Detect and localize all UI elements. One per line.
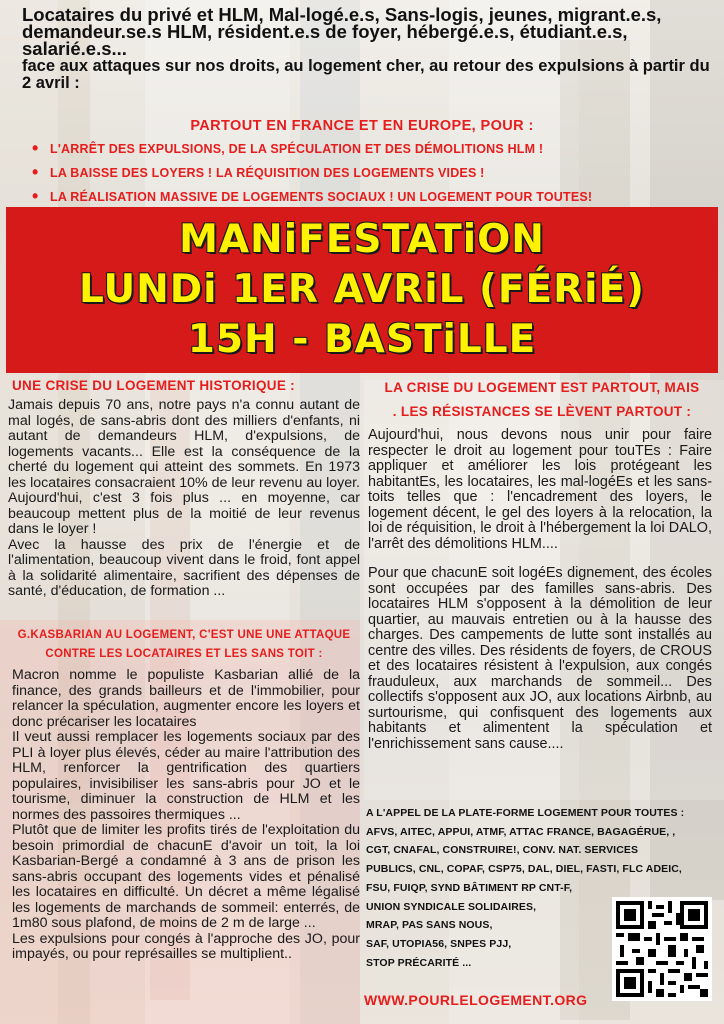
intro-block [22,6,712,92]
callout-line: CGT, CNAFAL, CONSTRUIRE!, CONV. NAT. SERVICES [366,844,639,857]
banner-date: LUNDi 1ER AVRiL (FÉRiÉ) [79,267,645,312]
callout-line: PUBLICS, CNL, COPAF, CSP75, DAL, DIEL, FASTI, FLC ADEIC, [366,863,682,876]
left-text-block-2 [12,668,360,963]
paragraph: Aujourd'hui, nous devons nous unir pour faire respecter le droit au logement pour touTEs : Faire appliquer et améliorer les lois protégeant les habitantEs, les locataires, les mal-logéEs et les sans-toits telles que : l'encadrement des loyers, le logement décent, le gel des loyers à la relocation, la loi de réquisition, le droit à l'hébergement la loi DALO, l'arrêt des démolitions HLM.... [368,427,712,552]
event-banner [6,207,718,373]
demand-item: • LA RÉALISATION MASSIVE DE LOGEMENTS SOCIAUX ! UN LOGEMENT POUR TOUTES! [30,188,690,212]
paragraph: Plutôt que de limiter les profits tirés de l'exploitation du besoin primordial de chacunE d'avoir un toit, la loi Kasbarian-Bergé a condamné à 3 ans de prison les sans-abris occupant des logements vides et pénalisé les locataires en difficulté. Un décret a même légalisé les logements de marchands de sommeil: enterrés, de 1m80 sous plafond, de moins de 2 m de large ... [12,822,360,931]
callout-line: MRAP, PAS SANS NOUS, [366,919,493,932]
right-text-block [368,428,712,752]
demands-list [30,140,690,212]
left-heading-crisis: UNE CRISE DU LOGEMENT HISTORIQUE : [12,378,295,393]
left-text-block-1 [8,398,360,600]
website-link[interactable]: WWW.POURLELOGEMENT.ORG [364,992,588,1008]
callout-line: A L'APPEL DE LA PLATE-FORME LOGEMENT POUR TOUTES : [366,807,685,819]
callout-line: AFVS, AITEC, APPUI, ATMF, ATTAC FRANCE, BAGAGÉRUE, , [366,825,676,838]
paragraph: Avec la hausse des prix de l'énergie et de l'alimentation, beaucoup vivent dans le froid, font appel à la solidarité alimentaire, sacrifient des dépenses de santé, d'éducation, de formation ... [8,536,360,599]
heading-line: CONTRE LES LOCATAIRES ET LES SANS TOIT : [45,648,323,660]
callout-line: UNION SYNDICALE SOLIDAIRES, [366,900,537,913]
paragraph: Macron nomme le populiste Kasbarian allié de la finance, des grands bailleurs et de l'immobilier, pour relancer la spéculation, augmenter encore les loyers et donc précariser les locataires [12,667,360,730]
heading-line: LA CRISE DU LOGEMENT EST PARTOUT, MAIS [384,380,700,395]
intro-line-1: Locataires du privé et HLM, Mal-logé.e.s, Sans-logis, jeunes, migrant.e.s, demandeur.se.s HLM, résident.e.s de foyer, hébergé.e.s, étudiant.e.s, salarié.e.s... [22,4,662,59]
paragraph: Jamais depuis 70 ans, notre pays n'a connu autant de mal logés, de sans-abris dont des milliers d'enfants, ni autant de demandeurs HLM, d'expulsions, de logements vacants... Elle est la conséquence de la cherté du logement qui atteint des sommets. En 1973 les locataires consacraient 10% de leur revenu au loyer. Aujourd'hui, c'est 3 fois plus ... en moyenne, car beaucoup mettent plus de la moitié de leur revenus dans le loyer ! [8,397,360,537]
callout-line: SAF, UTOPIA56, SNPES PJJ, [366,937,512,950]
paragraph: Il veut aussi remplacer les logements sociaux par des PLI à loyer plus élevés, céder au maire l'attribution des HLM, renforcer la gentrification des quartiers populaires, invisibiliser les sans-abris pour JO et le tourisme, diminuer la construction de HLM et les normes des passoires thermiques ... [12,729,360,823]
heading-line: G.KASBARIAN AU LOGEMENT, C'EST UNE UNE ATTAQUE [17,629,351,641]
demand-item: • LA BAISSE DES LOYERS ! LA RÉQUISITION DES LOGEMENTS VIDES ! [30,164,690,188]
banner-title: MANiFESTATiON [179,217,545,262]
heading-line: . LES RÉSISTANCES SE LÈVENT PARTOUT : [392,404,692,419]
qr-code-icon[interactable] [612,897,712,1001]
paragraph: Pour que chacunE soit logéEs dignement, des écoles sont occupées par des familles sans-abris. Des locataires HLM s'opposent à la démolition de leur quartier, au mauvais entretien ou à la hausse des charges. Des campements de lutte sont installés au centre des villes. Des résidents de foyers, de CROUS et des locataires résistent à l'expulsion, aux congés frauduleux, aux marchands de sommeil... Des collectifs s'opposent aux JO, aux locations Airbnb, au surtourisme, qui confisquent des logements aux habitants et alimentent la spéculation et l'enrichissement sans cause.... [368,565,712,752]
partout-title: PARTOUT EN FRANCE ET EN EUROPE, POUR : [190,118,534,134]
right-heading-resistance [366,376,718,424]
demand-item: • L'ARRÊT DES EXPULSIONS, DE LA SPÉCULATION ET DES DÉMOLITIONS HLM ! [30,140,690,164]
callout-line: STOP PRÉCARITÉ ... [366,956,472,969]
banner-place: 15H - BASTiLLE [187,317,537,362]
callout-line: FSU, FUIQP, SYND BÂTIMENT RP CNT-F, [366,881,573,894]
intro-line-2: face aux attaques sur nos droits, au logement cher, au retour des expulsions à partir du 2 avril : [22,57,710,92]
paragraph: Les expulsions pour congés à l'approche des JO, pour impayés, ou pour représailles se multiplient.. [12,930,360,962]
left-heading-kasbarian [8,626,360,664]
